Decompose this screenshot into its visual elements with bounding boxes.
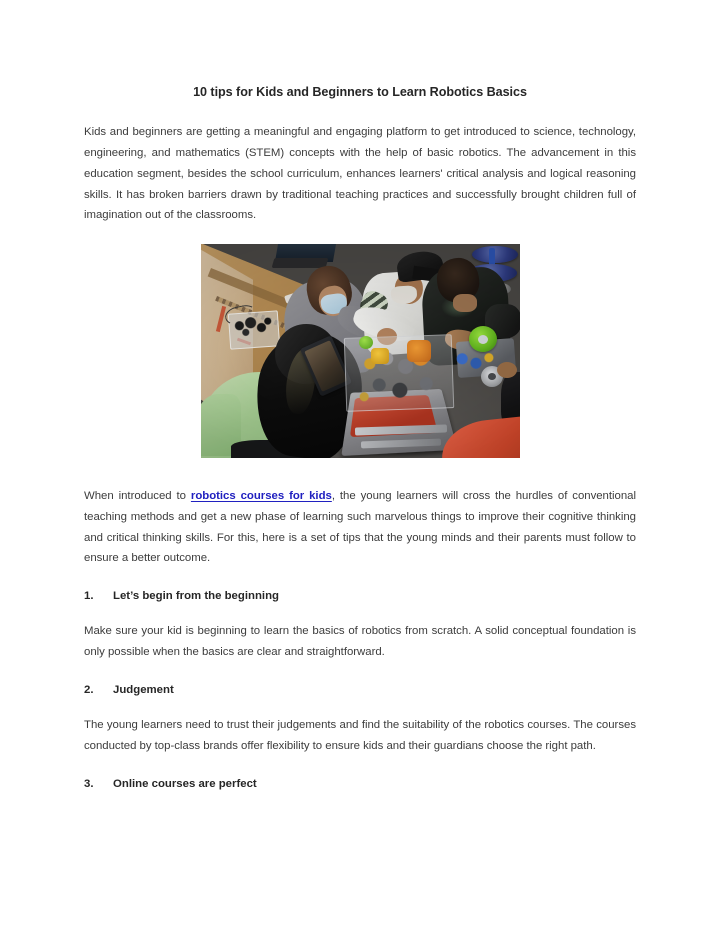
link-paragraph	[84, 486, 636, 569]
page-title: 10 tips for Kids and Beginners to Learn Robotics Basics	[193, 85, 527, 99]
intro-paragraph: Kids and beginners are getting a meaningful and engaging platform to get introduced to science, technology, engineering, and mathematics (STEM) concepts with the help of basic robotics. The advancement in this education segment, besides the school curriculum, enhances learners' critical analysis and logical reasoning skills. It has broken barriers drawn by traditional teaching practices and successfully brought children full of imagination out of the classrooms.	[84, 126, 636, 222]
tip-number-1: 1.	[84, 590, 94, 603]
tip-number-3: 3.	[84, 777, 94, 790]
link-paragraph-before: When introduced to	[84, 490, 191, 503]
tip-title-1: Let’s begin from the beginning	[113, 590, 280, 603]
figure-container	[84, 244, 636, 458]
robotics-courses-link[interactable]: robotics courses for kids	[190, 490, 332, 503]
tip-heading-1	[84, 587, 636, 605]
tip-title-3: Online courses are perfect	[113, 777, 257, 790]
document-content	[84, 84, 636, 809]
tip-title-2: Judgement	[113, 683, 174, 696]
tip-number-2: 2.	[84, 683, 94, 696]
tip-body-1: Make sure your kid is beginning to learn the basics of robotics from scratch. A solid conceptual foundation is only possible when the basics are clear and straightforward.	[84, 625, 636, 659]
tip-heading-2	[84, 681, 636, 699]
photo-tone-overlay	[201, 244, 520, 458]
robotics-students-photo	[201, 244, 520, 458]
tip-heading-3	[84, 775, 636, 793]
link-paragraph-after: , the young learners will cross the hurdles of conventional teaching methods and get a new phase of learning such marvelous things to improve their cognitive thinking and critical thinking skills. For this, here is a set of tips that the young minds and their parents must follow to ensure a better outcome.	[84, 490, 636, 565]
tip-body-2: The young learners need to trust their judgements and find the suitability of the robotics courses. The courses conducted by top-class brands offer flexibility to ensure kids and their guardians choose the right path.	[84, 719, 636, 752]
